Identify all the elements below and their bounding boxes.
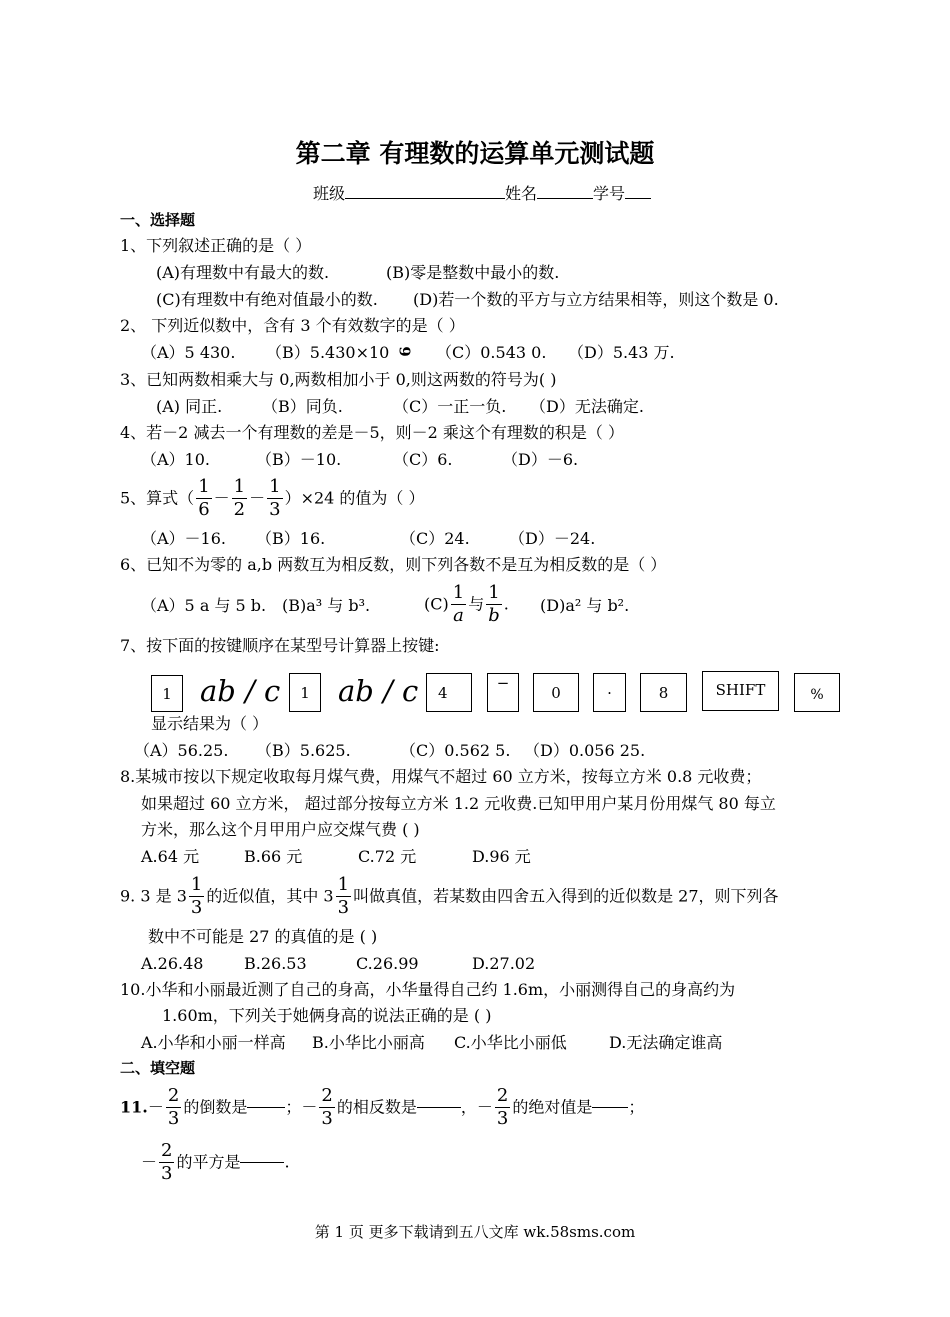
q11-square-blank[interactable] [240, 1162, 284, 1163]
q11-absolute-blank[interactable] [592, 1107, 628, 1108]
q7-option-d: （D）0.056 25. [524, 741, 646, 760]
q8-option-b: B.66 元 [244, 847, 303, 866]
q5-option-b: （B）16. [256, 529, 326, 548]
q2-option-d: （D）5.43 万. [568, 343, 675, 362]
q1-option-b: (B)零是整数中最小的数. [386, 263, 560, 282]
q10-option-d: D.无法确定谁高 [609, 1033, 723, 1052]
q11-opposite-text: 的相反数是 [336, 1097, 417, 1117]
section-heading-choice: 一、选择题 [120, 211, 196, 229]
calc-key-percent: % [794, 673, 840, 712]
q6-stem: 6、已知不为零的 a,b 两数互为相反数，则下列各数不是互为相反数的是（ ） [120, 555, 667, 574]
number-blank[interactable] [625, 198, 651, 199]
q3-option-a: (A) 同正. [156, 397, 223, 416]
q10-line-2: 1.60m，下列关于她俩身高的说法正确的是 ( ) [162, 1006, 492, 1025]
q11-square-text: 的平方是 [176, 1152, 241, 1172]
calc-key-dot: · [593, 673, 626, 712]
q5-minus-1: － [213, 488, 230, 508]
q7-option-c: （C）0.562 5. [400, 741, 511, 760]
q11-comma: ， [460, 1097, 477, 1117]
q11-number: 11. [120, 1097, 148, 1117]
q6-option-b: (B)a³ 与 b³. [282, 596, 371, 615]
q8-line-2: 如果超过 60 立方米， 超过部分按每立方米 1.2 元收费.已知甲用户某月份用煤气 80 每立 [141, 794, 776, 813]
q2-option-a: （A）5 430. [141, 343, 236, 362]
q7-stem: 7、按下面的按键顺序在某型号计算器上按键: [120, 636, 440, 655]
name-label: 姓名 [505, 184, 538, 203]
q6-option-c [424, 582, 509, 627]
q7-result-prompt: 显示结果为（ ） [151, 714, 269, 733]
q11-absolute-text: 的绝对值是 [512, 1097, 593, 1117]
q8-option-a: A.64 元 [141, 847, 200, 866]
q9-text-3: 叫做真值，若某数由四舍五入得到的近似数是 27，则下列各 [353, 886, 779, 906]
q10-line-1: 10.小华和小丽最近测了自己的身高，小华量得自己约 1.6m，小丽测得自己的身高约为 [120, 980, 736, 999]
q2-option-b-exponent: 6 [397, 346, 416, 357]
q11-minus-2: － [301, 1097, 318, 1117]
calc-key-8: 8 [640, 673, 687, 712]
q11-period: . [284, 1152, 290, 1172]
q4-option-c: （C）6. [393, 450, 453, 469]
q8-line-1: 8.某城市按以下规定收取每月煤气费，用煤气不超过 60 立方米，按每立方米 0.8 元收费； [120, 767, 762, 786]
q11-fraction-4: $\frac{2}{3}$ [161, 1140, 173, 1184]
q9-line-1 [120, 874, 779, 919]
calc-key-4: 4 [426, 673, 472, 712]
q9-option-a: A.26.48 [141, 954, 204, 973]
q9-option-b: B.26.53 [244, 954, 307, 973]
q6-option-c-end: . [503, 594, 509, 614]
q3-option-b: （B）同负. [262, 397, 343, 416]
q5-option-a: （A）－16. [141, 529, 227, 548]
calc-key-fraction-1: ab / c [200, 674, 281, 708]
calc-key-shift: SHIFT [702, 671, 779, 711]
q9-option-c: C.26.99 [356, 954, 419, 973]
q8-option-d: D.96 元 [472, 847, 531, 866]
q1-stem: 1、下列叙述正确的是（ ） [120, 236, 312, 255]
q9-text-2: 的近似值，其中 3 [206, 886, 334, 906]
q5-option-d: （D）－24. [509, 529, 596, 548]
class-label: 班级 [313, 184, 346, 203]
section-heading-fill: 二、填空题 [120, 1059, 196, 1077]
q7-option-a: （A）56.25. [134, 741, 229, 760]
q9-fraction-one-third-a: $\frac{1}{3}$ [190, 874, 203, 918]
q6-option-d: (D)a² 与 b². [540, 596, 630, 615]
q8-option-c: C.72 元 [358, 847, 417, 866]
q10-option-c: C.小华比小丽低 [454, 1033, 567, 1052]
q5-minus-2: － [249, 488, 266, 508]
q5-suffix: ）×24 的值为（ ） [284, 488, 425, 508]
page-title: 第二章 有理数的运算单元测试题 [295, 139, 655, 168]
q6-fraction-1-over-a: $\frac{1}{a}$ [452, 582, 465, 626]
q1-option-d: (D)若一个数的平方与立方结果相等，则这个数是 0. [413, 290, 779, 309]
q11-fraction-1: $\frac{2}{3}$ [167, 1085, 180, 1129]
q7-option-b: （B）5.625. [256, 741, 351, 760]
calc-key-1b: 1 [289, 673, 321, 712]
number-label: 学号 [593, 184, 626, 203]
q3-option-c: （C）一正一负. [393, 397, 507, 416]
q6-option-a: （A）5 a 与 5 b. [141, 596, 267, 615]
q10-option-a: A.小华和小丽一样高 [141, 1033, 286, 1052]
q3-stem: 3、已知两数相乘大与 0,两数相加小于 0,则这两数的符号为( ) [120, 370, 557, 389]
q11-opposite-blank[interactable] [417, 1107, 461, 1108]
q8-line-3: 方米，那么这个月甲用户应交煤气费 ( ) [141, 820, 420, 839]
q11-reciprocal-blank[interactable] [247, 1107, 285, 1108]
name-blank[interactable] [537, 198, 593, 199]
q4-option-d: （D）－6. [502, 450, 579, 469]
q11-line-1 [120, 1085, 644, 1130]
q5-prefix: 5、算式（ [120, 488, 195, 508]
calc-key-fraction-2: ab / c [338, 674, 419, 708]
q4-option-b: （B）－10. [256, 450, 342, 469]
q2-option-b-text: （B）5.430×10 [266, 343, 390, 362]
q9-line-2: 数中不可能是 27 的真值的是 ( ) [148, 927, 378, 946]
q11-semicolon-1: ； [285, 1097, 302, 1117]
page-footer: 第 1 页 更多下载请到五八文库 wk.58sms.com [314, 1223, 636, 1241]
q5-option-c: （C）24. [400, 529, 470, 548]
q6-option-c-prefix: (C) [424, 594, 449, 614]
q5-fraction-3: $\frac{1}{3}$ [269, 476, 281, 520]
q5-stem [120, 476, 425, 521]
q2-option-b [266, 343, 416, 362]
q11-fraction-3: $\frac{2}{3}$ [496, 1085, 509, 1129]
q6-option-c-and: 与 [468, 594, 485, 614]
q11-minus-3: － [476, 1097, 493, 1117]
q6-fraction-1-over-b: $\frac{1}{b}$ [488, 582, 500, 626]
q1-option-c: (C)有理数中有绝对值最小的数. [156, 290, 378, 309]
q9-option-d: D.27.02 [472, 954, 536, 973]
q1-option-a: (A)有理数中有最大的数. [156, 263, 330, 282]
q9-fraction-one-third-b: $\frac{1}{3}$ [337, 874, 350, 918]
q11-minus-4: － [141, 1152, 158, 1172]
q4-option-a: （A）10. [141, 450, 211, 469]
calc-key-1: 1 [151, 675, 183, 712]
q11-line-2 [141, 1140, 290, 1185]
calc-key-minus: − [487, 673, 519, 712]
q11-semicolon-2: ； [628, 1097, 645, 1117]
q11-minus-1: － [147, 1097, 164, 1117]
q3-option-d: （D）无法确定. [530, 397, 644, 416]
calc-key-0: 0 [533, 673, 579, 712]
q4-stem: 4、若－2 减去一个有理数的差是－5，则－2 乘这个有理数的积是（ ） [120, 423, 624, 442]
class-blank[interactable] [345, 198, 505, 199]
q9-text-1: 9. 3 是 3 [120, 886, 187, 906]
q10-option-b: B.小华比小丽高 [312, 1033, 425, 1052]
q5-fraction-2: $\frac{1}{2}$ [233, 476, 246, 520]
q11-fraction-2: $\frac{2}{3}$ [321, 1085, 333, 1129]
q11-reciprocal-text: 的倒数是 [183, 1097, 248, 1117]
q2-option-c: （C）0.543 0. [436, 343, 547, 362]
q5-fraction-1: $\frac{1}{6}$ [198, 476, 210, 520]
student-info-line [313, 186, 651, 202]
q2-stem: 2、 下列近似数中，含有 3 个有效数字的是（ ） [120, 316, 465, 335]
